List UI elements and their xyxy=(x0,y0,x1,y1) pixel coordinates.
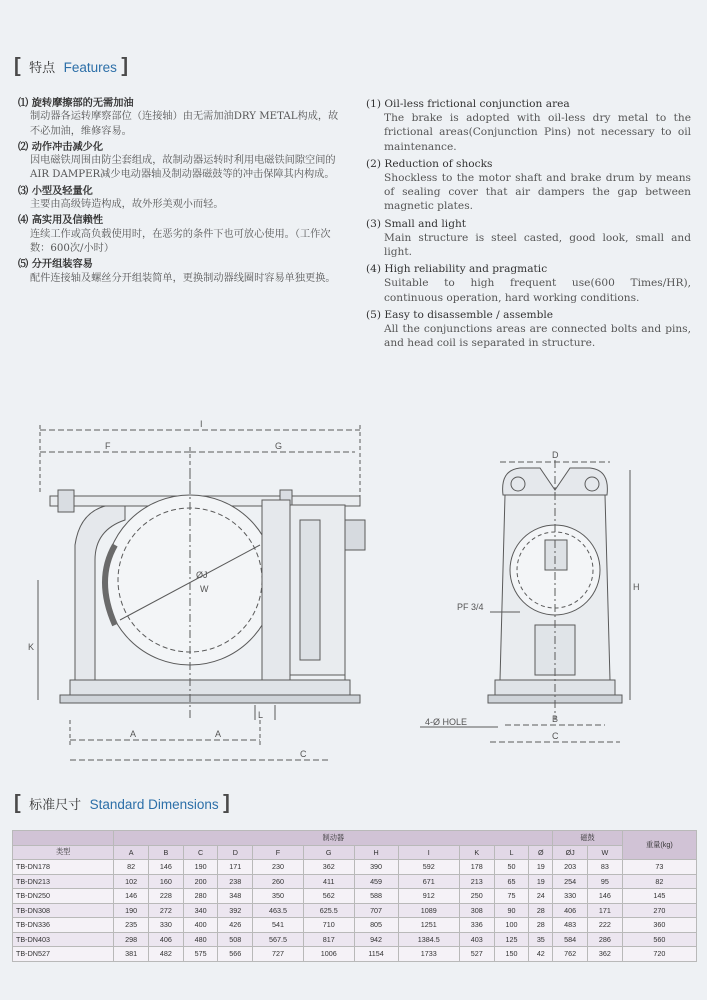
feature-en-desc: All the conjunctions areas are connected bolts and pins, and head coil is separated in structure. xyxy=(384,323,691,350)
table-cell: 178 xyxy=(459,860,494,875)
table-cell: 73 xyxy=(622,860,696,875)
table-cell: 90 xyxy=(494,903,529,918)
table-cell: 190 xyxy=(114,903,149,918)
table-cell: 480 xyxy=(183,932,218,947)
table-cell: 145 xyxy=(622,889,696,904)
table-cell: 286 xyxy=(588,932,623,947)
dim-label-c-side: C xyxy=(300,749,307,759)
table-cell: 381 xyxy=(114,947,149,962)
table-cell: 459 xyxy=(354,874,398,889)
table-cell: 160 xyxy=(149,874,184,889)
table-cell: 403 xyxy=(459,932,494,947)
table-cell: 805 xyxy=(354,918,398,933)
table-cell: 254 xyxy=(553,874,588,889)
table-cell: 541 xyxy=(253,918,304,933)
table-cell: 146 xyxy=(588,889,623,904)
table-cell: 50 xyxy=(494,860,529,875)
dimensions-heading xyxy=(14,792,230,815)
table-cell: 230 xyxy=(253,860,304,875)
table-cell: 272 xyxy=(149,903,184,918)
table-cell: 260 xyxy=(253,874,304,889)
feature-en-title: (5) Easy to disassemble / assemble xyxy=(366,308,554,321)
model-cell: TB-DN178 xyxy=(13,860,114,875)
table-cell: 567.5 xyxy=(253,932,304,947)
table-cell: 1154 xyxy=(354,947,398,962)
table-cell: 200 xyxy=(183,874,218,889)
feature-en-item xyxy=(366,262,691,305)
features-list-en xyxy=(366,97,691,353)
feature-en-desc: Suitable to high frequent use(600 Times/HR), continuous operation, hard working conditions. xyxy=(384,277,691,304)
dim-label-f: F xyxy=(105,441,111,451)
table-cell: 362 xyxy=(588,947,623,962)
table-cell: 592 xyxy=(398,860,459,875)
table-cell: 390 xyxy=(354,860,398,875)
dimensions-heading-en: Standard Dimensions xyxy=(89,797,219,812)
table-cell: 82 xyxy=(622,874,696,889)
feature-en-item xyxy=(366,217,691,260)
brake-technical-drawing xyxy=(0,370,707,770)
table-cell: 912 xyxy=(398,889,459,904)
table-cell: 720 xyxy=(622,947,696,962)
table-cell: 406 xyxy=(149,932,184,947)
feature-en-item xyxy=(366,308,691,351)
table-column-header xyxy=(13,845,697,860)
table-cell: 125 xyxy=(494,932,529,947)
table-cell: 1089 xyxy=(398,903,459,918)
table-cell: 82 xyxy=(114,860,149,875)
table-group-header xyxy=(13,831,697,846)
table-row xyxy=(13,932,697,947)
table-cell: 28 xyxy=(529,918,553,933)
table-cell: 566 xyxy=(218,947,253,962)
table-cell: 150 xyxy=(494,947,529,962)
feature-en-title: (2) Reduction of shocks xyxy=(366,157,493,170)
table-row xyxy=(13,903,697,918)
table-cell: 710 xyxy=(303,918,354,933)
table-cell: 1006 xyxy=(303,947,354,962)
table-cell: 146 xyxy=(114,889,149,904)
column-header: W xyxy=(588,845,623,860)
table-cell: 727 xyxy=(253,947,304,962)
column-header: I xyxy=(398,845,459,860)
column-header: K xyxy=(459,845,494,860)
dim-label-l: L xyxy=(258,710,264,720)
feature-en-item xyxy=(366,157,691,214)
table-cell: 19 xyxy=(529,860,553,875)
feature-en-item xyxy=(366,97,691,154)
dim-label-d: D xyxy=(552,450,559,460)
features-list-cn xyxy=(18,96,343,287)
feature-cn-item xyxy=(18,213,343,256)
feature-cn-item xyxy=(18,184,343,213)
column-header: 类型 xyxy=(13,845,114,860)
column-header: C xyxy=(183,845,218,860)
table-cell: 762 xyxy=(553,947,588,962)
column-header: F xyxy=(253,845,304,860)
table-cell: 65 xyxy=(494,874,529,889)
table-row xyxy=(13,947,697,962)
group-drum: 磁鼓 xyxy=(553,831,622,846)
table-cell: 95 xyxy=(588,874,623,889)
label-hole: 4-Ø HOLE xyxy=(425,717,468,727)
group-empty xyxy=(13,831,114,846)
dim-label-a-left: A xyxy=(130,729,137,739)
model-cell: TB-DN527 xyxy=(13,947,114,962)
column-header: L xyxy=(494,845,529,860)
feature-cn-item xyxy=(18,140,343,183)
table-cell: 19 xyxy=(529,874,553,889)
table-cell: 190 xyxy=(183,860,218,875)
table-cell: 75 xyxy=(494,889,529,904)
table-cell: 817 xyxy=(303,932,354,947)
feature-cn-title: ⑸ 分开组装容易 xyxy=(18,258,93,271)
table-cell: 483 xyxy=(553,918,588,933)
feature-cn-title: ⑷ 高实用及信赖性 xyxy=(18,214,104,227)
feature-cn-item xyxy=(18,257,343,286)
model-cell: TB-DN403 xyxy=(13,932,114,947)
table-body xyxy=(13,860,697,962)
column-header: A xyxy=(114,845,149,860)
dim-label-a-right: A xyxy=(215,729,222,739)
table-cell: 250 xyxy=(459,889,494,904)
model-cell: TB-DN213 xyxy=(13,874,114,889)
model-cell: TB-DN336 xyxy=(13,918,114,933)
table-cell: 330 xyxy=(149,918,184,933)
table-row xyxy=(13,860,697,875)
table-cell: 24 xyxy=(529,889,553,904)
table-cell: 463.5 xyxy=(253,903,304,918)
table-cell: 238 xyxy=(218,874,253,889)
dim-label-w: W xyxy=(200,584,209,594)
table-cell: 350 xyxy=(253,889,304,904)
bracket-open: [ xyxy=(14,792,21,814)
table-cell: 1384.5 xyxy=(398,932,459,947)
side-view xyxy=(28,419,365,760)
table-row xyxy=(13,889,697,904)
table-cell: 1251 xyxy=(398,918,459,933)
feature-en-desc: Main structure is steel casted, good look, small and light. xyxy=(384,231,691,259)
table-cell: 360 xyxy=(622,918,696,933)
feature-cn-item xyxy=(18,96,343,139)
feature-cn-desc: 主要由高级铸造构成，故外形美观小而轻。 xyxy=(30,199,224,211)
table-cell: 235 xyxy=(114,918,149,933)
table-cell: 527 xyxy=(459,947,494,962)
column-header: D xyxy=(218,845,253,860)
table-cell: 426 xyxy=(218,918,253,933)
table-cell: 562 xyxy=(303,889,354,904)
table-cell: 213 xyxy=(459,874,494,889)
bracket-close: ] xyxy=(121,55,128,77)
label-pf: PF 3/4 xyxy=(457,602,484,612)
feature-en-title: (1) Oil-less frictional conjunction area xyxy=(366,98,570,110)
model-cell: TB-DN308 xyxy=(13,903,114,918)
dim-label-i: I xyxy=(200,419,203,429)
table-cell: 146 xyxy=(149,860,184,875)
table-cell: 42 xyxy=(529,947,553,962)
table-cell: 348 xyxy=(218,889,253,904)
table-cell: 308 xyxy=(459,903,494,918)
table-cell: 100 xyxy=(494,918,529,933)
table-cell: 482 xyxy=(149,947,184,962)
table-cell: 102 xyxy=(114,874,149,889)
standard-dimensions-table xyxy=(12,830,697,962)
features-heading-cn: 特点 xyxy=(29,60,56,75)
col-weight: 重量(kg) xyxy=(622,831,696,860)
table-cell: 35 xyxy=(529,932,553,947)
features-heading xyxy=(14,55,128,78)
table-cell: 270 xyxy=(622,903,696,918)
features-heading-en: Features xyxy=(63,60,117,75)
front-view xyxy=(420,450,640,742)
table-cell: 671 xyxy=(398,874,459,889)
table-cell: 280 xyxy=(183,889,218,904)
table-row xyxy=(13,874,697,889)
group-brake: 制动器 xyxy=(114,831,553,846)
table-cell: 171 xyxy=(218,860,253,875)
table-cell: 340 xyxy=(183,903,218,918)
column-header: G xyxy=(303,845,354,860)
feature-cn-title: ⑵ 动作冲击减少化 xyxy=(18,140,104,153)
table-cell: 298 xyxy=(114,932,149,947)
dim-label-b: B xyxy=(552,714,559,724)
feature-en-title: (4) High reliability and pragmatic xyxy=(366,263,548,276)
table-cell: 584 xyxy=(553,932,588,947)
table-cell: 575 xyxy=(183,947,218,962)
column-header: ØJ xyxy=(553,845,588,860)
bracket-open: [ xyxy=(14,55,21,77)
model-cell: TB-DN250 xyxy=(13,889,114,904)
table-cell: 942 xyxy=(354,932,398,947)
feature-en-title: (3) Small and light xyxy=(366,217,467,230)
table-cell: 707 xyxy=(354,903,398,918)
table-cell: 83 xyxy=(588,860,623,875)
dim-label-g: G xyxy=(275,441,283,451)
table-cell: 400 xyxy=(183,918,218,933)
table-cell: 406 xyxy=(553,903,588,918)
table-cell: 330 xyxy=(553,889,588,904)
table-cell: 203 xyxy=(553,860,588,875)
feature-cn-desc: 制动器各运转摩察部位（连接轴）由无需加油DRY METAL构成，故不必加油，维修容易。 xyxy=(30,111,339,137)
table-cell: 222 xyxy=(588,918,623,933)
table-cell: 28 xyxy=(529,903,553,918)
table-cell: 411 xyxy=(303,874,354,889)
dim-label-k: K xyxy=(28,642,35,652)
table-cell: 588 xyxy=(354,889,398,904)
table-cell: 336 xyxy=(459,918,494,933)
feature-cn-desc: 配件连接轴及螺丝分开组装简单，更换制动器线圈时容易单独更换。 xyxy=(30,272,336,284)
bracket-close: ] xyxy=(223,792,230,814)
column-header: H xyxy=(354,845,398,860)
feature-en-desc: The brake is adopted with oil-less dry metal to the frictional areas(Conjunction Pins) not necessary to oil maintenance. xyxy=(384,112,691,153)
feature-cn-desc: 因电磁铁周围由防尘套组成，故制动器运转时利用电磁铁间隙空间的AIR DAMPER减少电动器轴及制动器磁鼓等的冲击保障其内构成。 xyxy=(30,155,336,181)
column-header: Ø xyxy=(529,845,553,860)
feature-cn-title: ⑴ 旋转摩擦部的无需加油 xyxy=(18,97,134,109)
table-cell: 171 xyxy=(588,903,623,918)
feature-cn-title: ⑶ 小型及轻量化 xyxy=(18,184,93,197)
feature-cn-desc: 连续工作或高负载使用时，在恶劣的条件下也可放心使用。（工作次数：600次/小时） xyxy=(30,228,331,254)
dimensions-heading-cn: 标准尺寸 xyxy=(29,797,82,812)
table-cell: 362 xyxy=(303,860,354,875)
dim-label-c-front: C xyxy=(552,731,559,741)
table-cell: 560 xyxy=(622,932,696,947)
table-cell: 392 xyxy=(218,903,253,918)
table-cell: 228 xyxy=(149,889,184,904)
column-header: B xyxy=(149,845,184,860)
dim-label-phij: ØJ xyxy=(196,570,208,580)
table-cell: 625.5 xyxy=(303,903,354,918)
dim-label-h: H xyxy=(633,582,640,592)
feature-en-desc: Shockless to the motor shaft and brake drum by means of sealing cover that air dampers the gap between magnetic plates. xyxy=(384,172,691,213)
table-cell: 1733 xyxy=(398,947,459,962)
table-row xyxy=(13,918,697,933)
table-cell: 508 xyxy=(218,932,253,947)
